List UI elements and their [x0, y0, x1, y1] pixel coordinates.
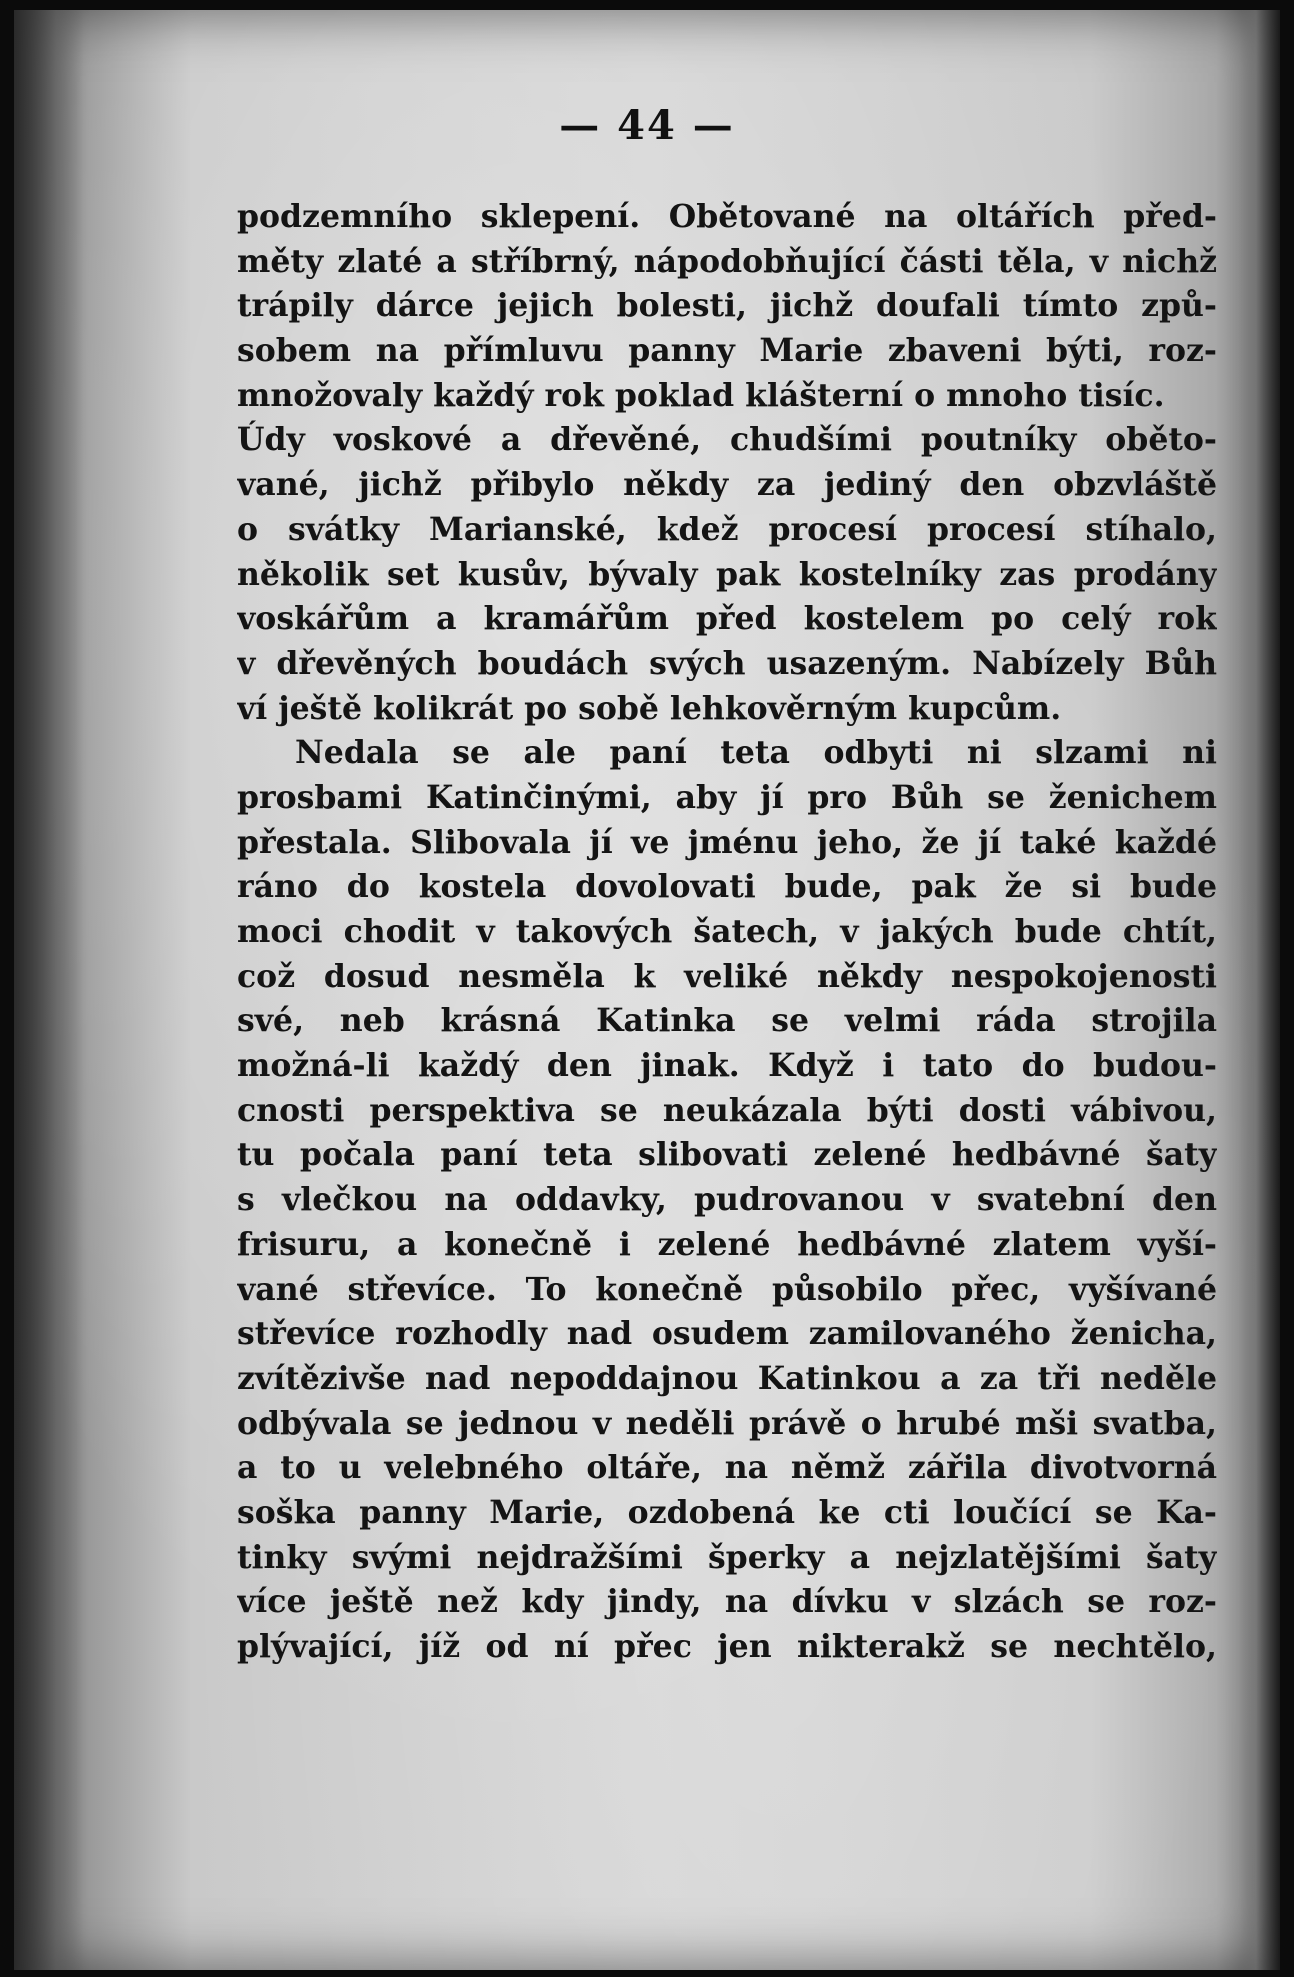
- text-line: sobem na přímluvu panny Marie zbaveni býti, roz-: [237, 332, 1217, 370]
- text-line: trápily dárce jejich bolesti, jichž doufali tímto způ-: [237, 287, 1217, 325]
- text-line: množovaly každý rok poklad klášterní o mnoho tisíc.: [237, 376, 1165, 414]
- page-right-shadow: [1240, 10, 1280, 1970]
- text-line: ráno do kostela dovolovati bude, pak že si bude: [237, 868, 1217, 906]
- text-line: tu počala paní teta slibovati zelené hedbávné šaty: [237, 1136, 1217, 1174]
- text-line: měty zlaté a stříbrný, nápodobňující části těla, v nichž: [237, 242, 1217, 280]
- text-line: vané střevíce. To konečně působilo přec, vyšívané: [237, 1270, 1217, 1308]
- text-line: ví ještě kolikrát po sobě lehkověrným kupcům.: [237, 689, 1062, 727]
- text-line: o svátky Marianské, kdež procesí procesí stíhalo,: [237, 510, 1217, 548]
- text-line: zvítězivše nad nepoddajnou Katinkou a za tři neděle: [237, 1359, 1217, 1397]
- text-line: podzemního sklepení. Obětované na oltářích před-: [237, 198, 1217, 235]
- text-line: což dosud nesměla k veliké někdy nespokojenosti: [237, 957, 1217, 995]
- text-line: přestala. Slibovala jí ve jménu jeho, že jí také každé: [237, 823, 1217, 861]
- text-line: cnosti perspektiva se neukázala býti dosti vábivou,: [237, 1091, 1217, 1129]
- page-left-shadow: [14, 10, 84, 1970]
- text-line: prosbami Katinčinými, aby jí pro Bůh se ženichem: [237, 778, 1217, 816]
- page-number: — 44 —: [559, 102, 735, 149]
- text-line: v dřevěných boudách svých usazeným. Nabízely Bůh: [237, 644, 1217, 682]
- text-line: tinky svými nejdražšími šperky a nejzlatějšími šaty: [237, 1538, 1217, 1576]
- text-line: voskářům a kramářům před kostelem po celý rok: [237, 600, 1217, 638]
- text-line: s vlečkou na oddavky, pudrovanou v svatební den: [237, 1181, 1217, 1219]
- text-line: několik set kusův, bývaly pak kostelníky zas prodány: [237, 555, 1217, 593]
- text-line: moci chodit v takových šatech, v jakých bude chtít,: [237, 913, 1217, 950]
- text-line: možná-li každý den jinak. Když i tato do budou-: [237, 1047, 1217, 1085]
- text-line: Nedala se ale paní teta odbyti ni slzami ni: [295, 734, 1217, 772]
- text-line: a to u velebného oltáře, na němž zářila divotvorná: [237, 1449, 1217, 1487]
- text-line: odbývala se jednou v neděli právě o hrubé mši svatba,: [237, 1404, 1217, 1442]
- text-line: vané, jichž přibylo někdy za jediný den obzvláště: [237, 466, 1217, 504]
- text-line: frisuru, a konečně i zelené hedbávné zlatem vyší-: [237, 1225, 1217, 1263]
- text-line: více ještě než kdy jindy, na dívku v slzách se roz-: [237, 1583, 1217, 1621]
- text-line: své, neb krásná Katinka se velmi ráda strojila: [237, 1002, 1217, 1040]
- body-text: [237, 195, 1217, 1670]
- text-line: Údy voskové a dřevěné, chudšími poutníky oběto-: [237, 421, 1217, 459]
- book-page: [14, 10, 1280, 1970]
- text-line: plývající, jíž od ní přec jen nikterakž se nechtělo,: [237, 1628, 1217, 1665]
- text-line: střevíce rozhodly nad osudem zamilovaného ženicha,: [237, 1315, 1217, 1353]
- text-line: soška panny Marie, ozdobená ke cti loučící se Ka-: [237, 1493, 1217, 1531]
